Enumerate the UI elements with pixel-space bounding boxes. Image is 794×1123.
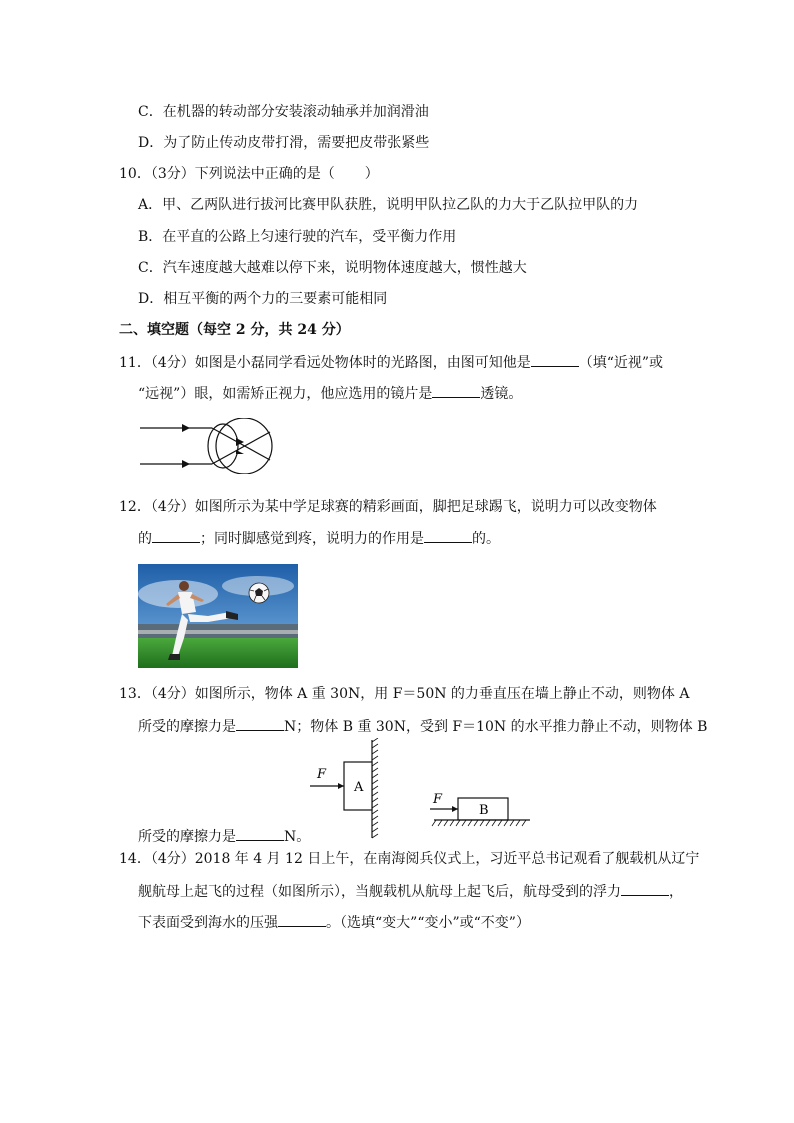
block-a-wall-diagram	[300, 738, 384, 840]
q11-line1	[119, 352, 663, 373]
q10-option-a: A．甲、乙两队进行拔河比赛甲队获胜，说明甲队拉乙队的力大于乙队拉甲队的力	[138, 197, 639, 213]
q13-text-b: N；物体 B 重 30N，受到 F＝10N 的水平推力静止不动，则物体 B	[284, 719, 708, 735]
q13-text-d: N。	[284, 829, 311, 845]
q11-text-b: （填“近视”或	[578, 355, 664, 371]
q13-line2	[138, 716, 707, 737]
q14-text-c: 下表面受到海水的压强	[138, 915, 278, 931]
eye-diagram-icon	[138, 418, 278, 474]
q11-text-c: “远视”）眼，如需矫正视力，他应选用的镜片是	[138, 386, 433, 402]
q14-text-b: ，	[669, 884, 683, 900]
q10-stem-text: 10．（3分）下列说法中正确的是（	[119, 166, 335, 182]
q10-option-b: B．在平直的公路上匀速行驶的汽车，受平衡力作用	[138, 229, 457, 245]
q14-line2	[138, 881, 683, 902]
q12-text-a: 的	[138, 531, 152, 547]
q12-text-b: ；同时脚感觉到疼，说明力的作用是	[200, 531, 424, 547]
q12-line2	[138, 528, 500, 549]
q12-text-c: 的。	[472, 531, 500, 547]
q13-line3	[138, 826, 310, 847]
q9-option-d: D．为了防止传动皮带打滑，需要把皮带张紧些	[138, 135, 430, 151]
football-photo-icon	[138, 564, 298, 668]
q10-option-d: D．相互平衡的两个力的三要素可能相同	[138, 291, 388, 307]
q14-line1: 14．（4分）2018 年 4 月 12 日上午，在南海阅兵仪式上，习近平总书记观看了舰载机从辽宁	[119, 851, 700, 867]
q11-text-d: 透镜。	[480, 386, 523, 402]
section-title: 二、填空题（每空 2 分，共 24 分）	[119, 322, 350, 338]
q10-stem	[119, 164, 379, 184]
q11-line2	[138, 383, 522, 404]
q14-text-a: 舰航母上起飞的过程（如图所示），当舰载机从航母上起飞后，航母受到的浮力	[138, 884, 621, 900]
q10-option-c: C．汽车速度越大越难以停下来，说明物体速度越大，惯性越大	[138, 260, 527, 276]
block-b-floor-diagram	[430, 790, 534, 830]
block-b-label: B	[479, 803, 489, 818]
q13-text-a: 所受的摩擦力是	[138, 719, 236, 735]
q13-text-c: 所受的摩擦力是	[138, 829, 236, 845]
q14-text-d: 。（选填“变大”“变小”或“不变”）	[326, 915, 530, 931]
q11-text-a: 11．（4分）如图是小磊同学看远处物体时的光路图，由图可知他是	[119, 355, 531, 371]
q13-line1: 13．（4分）如图所示，物体 A 重 30N，用 F＝50N 的力垂直压在墙上静止不动，则物体 A	[119, 686, 690, 702]
force-label-b: F	[433, 792, 443, 807]
q10-stem-close: ）	[364, 166, 379, 182]
block-a-label: A	[354, 780, 364, 795]
q14-line3	[138, 912, 530, 933]
q9-option-c: C．在机器的转动部分安装滚动轴承并加润滑油	[138, 104, 429, 120]
q12-line1: 12．（4分）如图所示为某中学足球赛的精彩画面，脚把足球踢飞，说明力可以改变物体	[119, 499, 657, 515]
force-label-a: F	[317, 767, 327, 782]
